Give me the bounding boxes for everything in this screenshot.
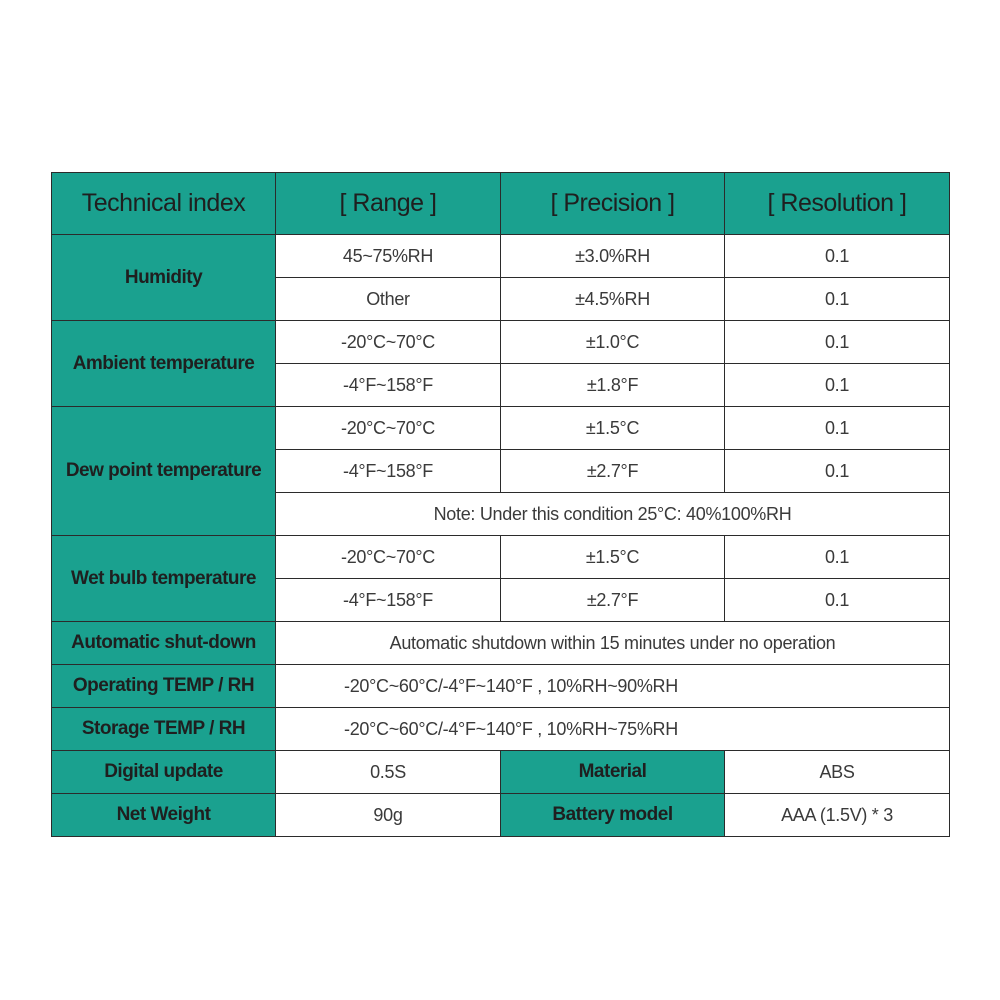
dew-point-resolution-1: 0.1 xyxy=(725,407,950,450)
table-row xyxy=(52,794,950,837)
digital-update-value: 0.5S xyxy=(276,751,501,794)
header-row xyxy=(52,173,950,235)
table-row xyxy=(52,235,950,278)
table-row xyxy=(52,708,950,751)
auto-shutdown-label: Automatic shut-down xyxy=(52,622,276,665)
wet-bulb-range-1: -20°C~70°C xyxy=(276,536,501,579)
auto-shutdown-value: Automatic shutdown within 15 minutes under no operation xyxy=(276,622,950,665)
net-weight-value: 90g xyxy=(276,794,501,837)
storage-value: -20°C~60°C/-4°F~140°F , 10%RH~75%RH xyxy=(276,708,950,751)
ambient-range-1: -20°C~70°C xyxy=(276,321,501,364)
dew-point-range-2: -4°F~158°F xyxy=(276,450,501,493)
table-row xyxy=(52,321,950,364)
ambient-resolution-2: 0.1 xyxy=(725,364,950,407)
header-resolution: [ Resolution ] xyxy=(725,173,950,235)
battery-label: Battery model xyxy=(501,794,725,837)
table-row xyxy=(52,665,950,708)
humidity-label: Humidity xyxy=(52,235,276,321)
table-row xyxy=(52,536,950,579)
table-row xyxy=(52,407,950,450)
ambient-precision-1: ±1.0°C xyxy=(501,321,725,364)
wet-bulb-precision-1: ±1.5°C xyxy=(501,536,725,579)
header-precision: [ Precision ] xyxy=(501,173,725,235)
battery-value: AAA (1.5V) * 3 xyxy=(725,794,950,837)
humidity-resolution-2: 0.1 xyxy=(725,278,950,321)
table-row xyxy=(52,622,950,665)
operating-value: -20°C~60°C/-4°F~140°F , 10%RH~90%RH xyxy=(276,665,950,708)
wet-bulb-range-2: -4°F~158°F xyxy=(276,579,501,622)
ambient-precision-2: ±1.8°F xyxy=(501,364,725,407)
wet-bulb-label: Wet bulb temperature xyxy=(52,536,276,622)
dew-point-precision-2: ±2.7°F xyxy=(501,450,725,493)
dew-point-note: Note: Under this condition 25°C: 40%100%RH xyxy=(276,493,950,536)
humidity-precision-1: ±3.0%RH xyxy=(501,235,725,278)
ambient-resolution-1: 0.1 xyxy=(725,321,950,364)
net-weight-label: Net Weight xyxy=(52,794,276,837)
dew-point-label: Dew point temperature xyxy=(52,407,276,536)
humidity-range-1: 45~75%RH xyxy=(276,235,501,278)
header-range: [ Range ] xyxy=(276,173,501,235)
ambient-label: Ambient temperature xyxy=(52,321,276,407)
dew-point-resolution-2: 0.1 xyxy=(725,450,950,493)
dew-point-precision-1: ±1.5°C xyxy=(501,407,725,450)
spec-table xyxy=(51,172,950,837)
humidity-range-2: Other xyxy=(276,278,501,321)
material-label: Material xyxy=(501,751,725,794)
header-technical-index: Technical index xyxy=(52,173,276,235)
digital-update-label: Digital update xyxy=(52,751,276,794)
material-value: ABS xyxy=(725,751,950,794)
table-row xyxy=(52,751,950,794)
storage-label: Storage TEMP / RH xyxy=(52,708,276,751)
dew-point-range-1: -20°C~70°C xyxy=(276,407,501,450)
humidity-resolution-1: 0.1 xyxy=(725,235,950,278)
operating-label: Operating TEMP / RH xyxy=(52,665,276,708)
humidity-precision-2: ±4.5%RH xyxy=(501,278,725,321)
wet-bulb-precision-2: ±2.7°F xyxy=(501,579,725,622)
wet-bulb-resolution-2: 0.1 xyxy=(725,579,950,622)
ambient-range-2: -4°F~158°F xyxy=(276,364,501,407)
wet-bulb-resolution-1: 0.1 xyxy=(725,536,950,579)
